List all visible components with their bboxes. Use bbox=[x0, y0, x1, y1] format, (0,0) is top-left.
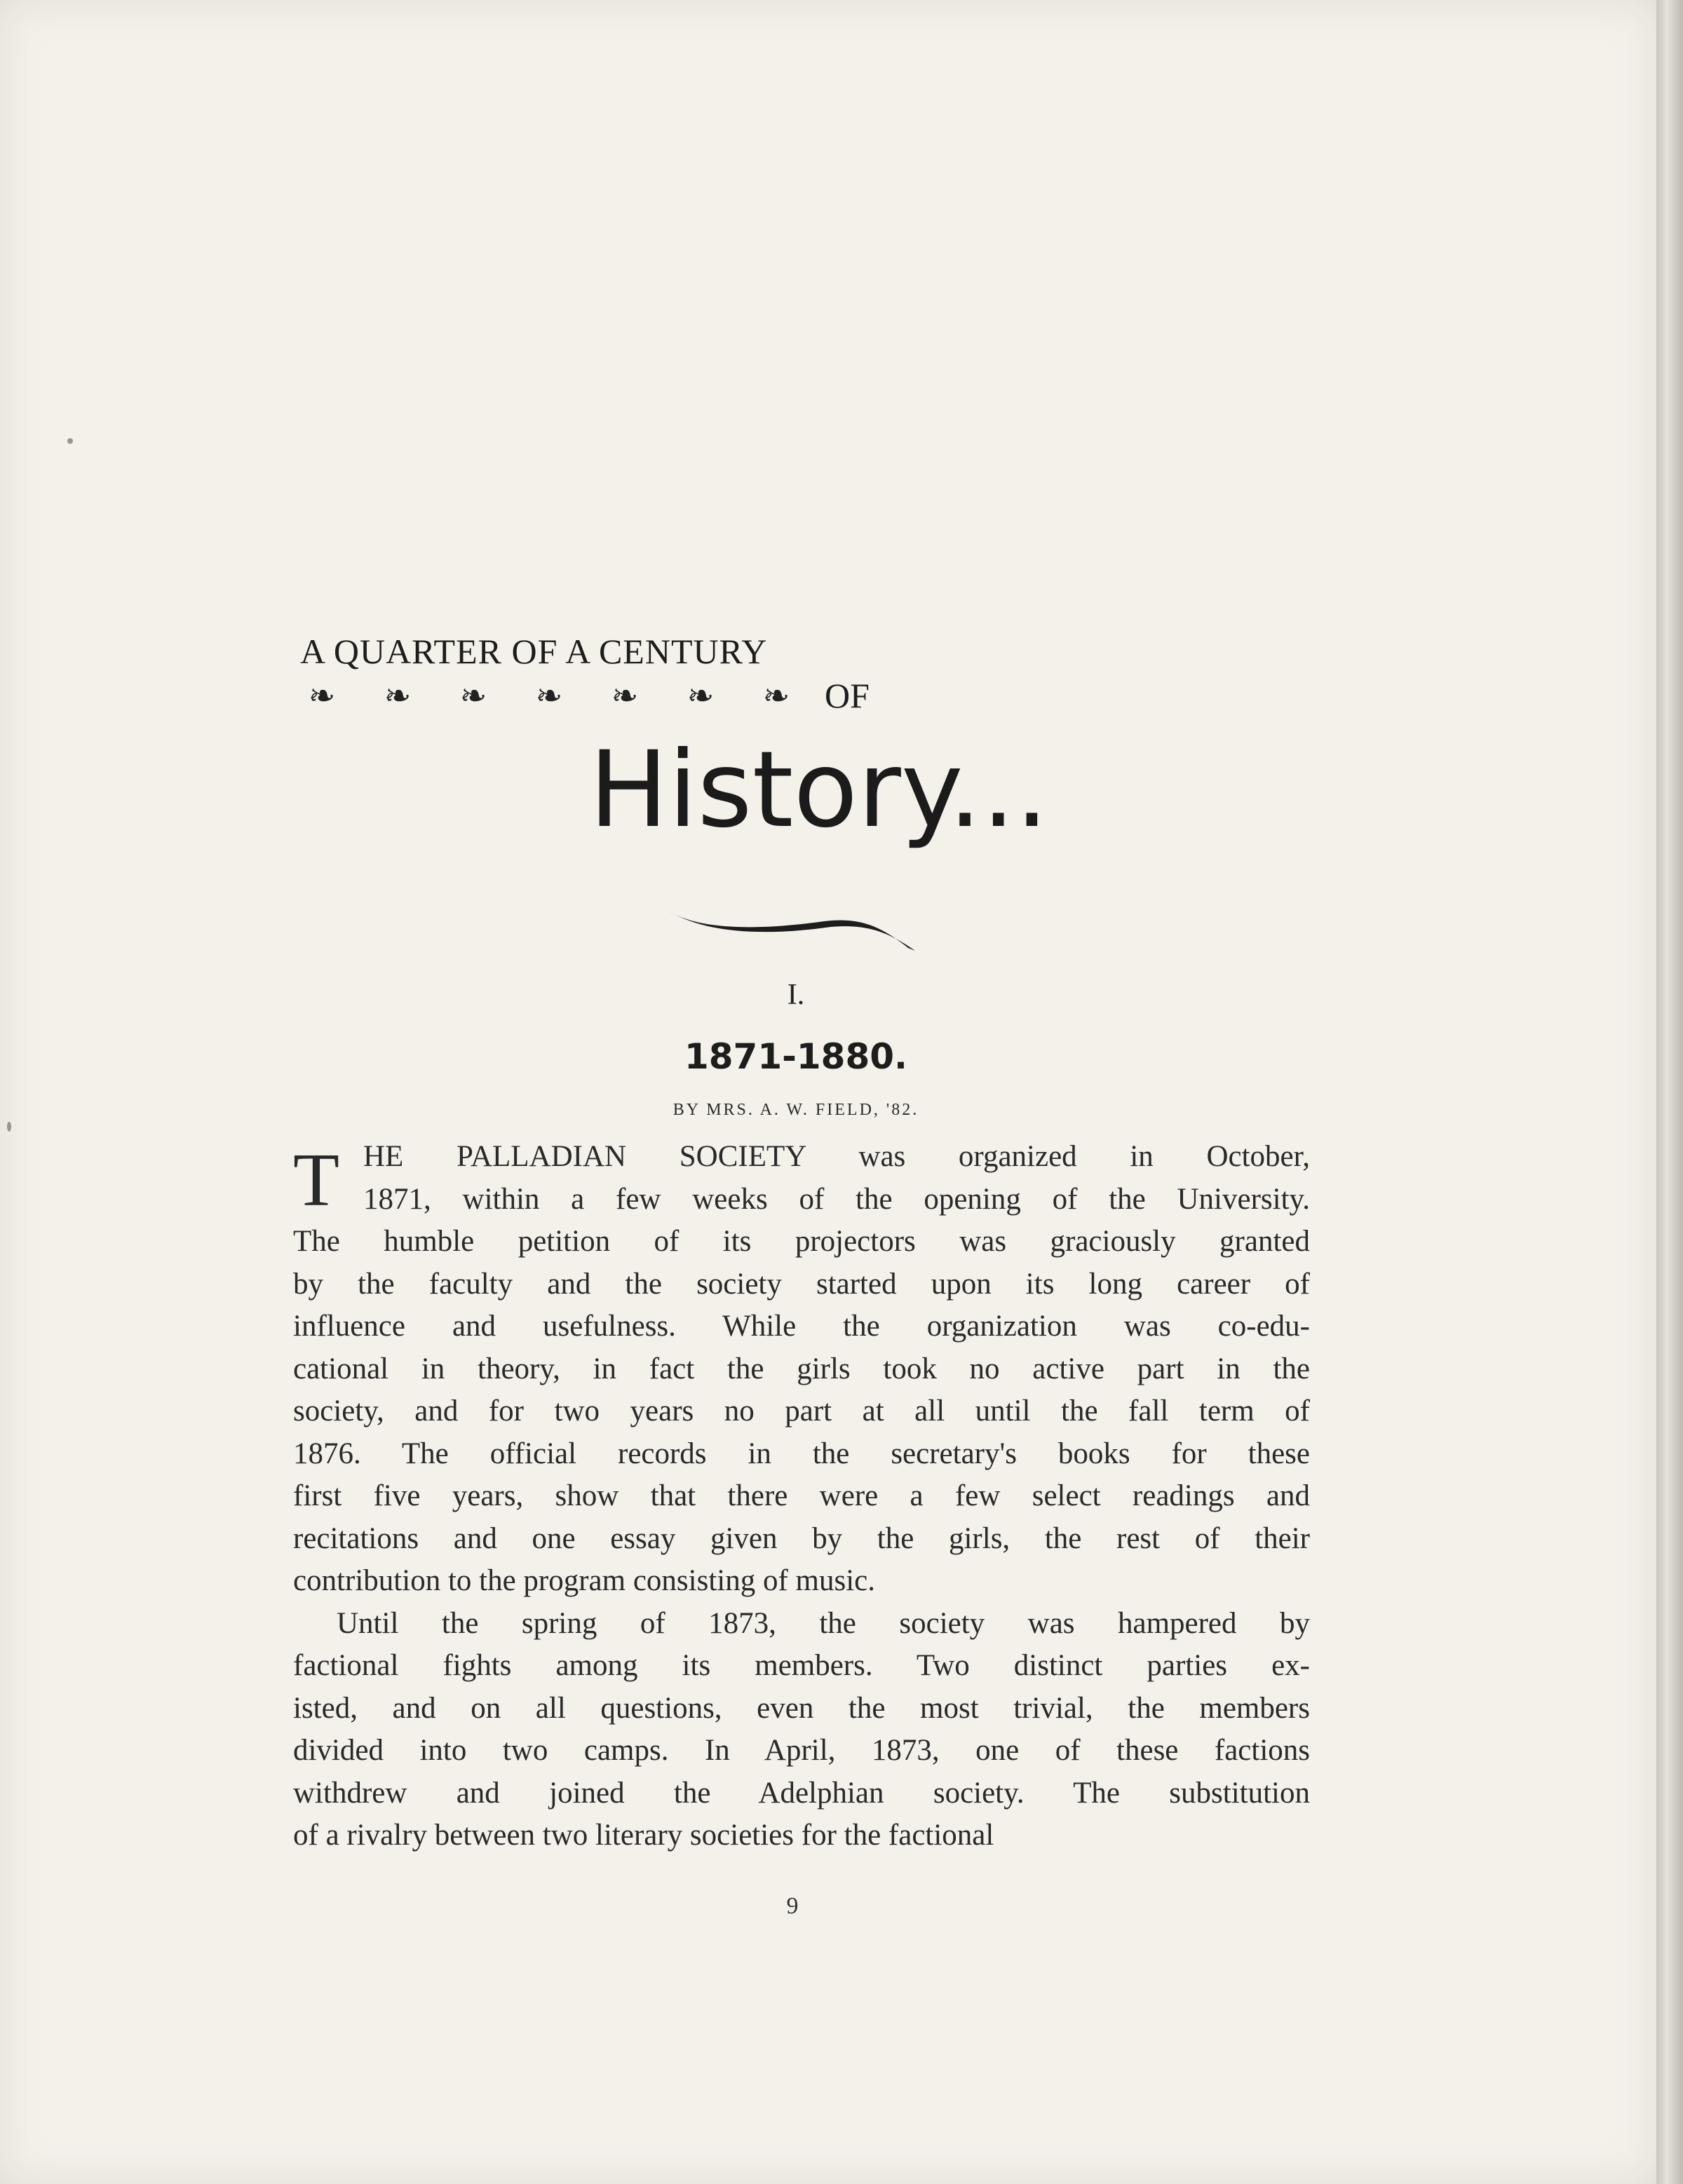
ornament-group bbox=[300, 679, 798, 712]
paper-speck bbox=[67, 438, 73, 444]
page-number: 9 bbox=[786, 1893, 799, 1919]
ornament-icon: ❧ bbox=[459, 677, 487, 714]
text-line: cational in theory, in fact the girls took no active part in the bbox=[293, 1352, 1310, 1385]
ornament-icon: ❧ bbox=[535, 677, 563, 714]
text-line: recitations and one essay given by the girls, the rest of their bbox=[293, 1521, 1310, 1555]
ornament-icon: ❧ bbox=[611, 677, 639, 714]
text-line: society, and for two years no part at all until the fall term of bbox=[293, 1395, 1310, 1427]
text-line: HE PALLADIAN SOCIETY was organized in October, bbox=[363, 1140, 1310, 1173]
text-line: contribution to the program consisting of music. bbox=[293, 1564, 876, 1597]
paper-speck bbox=[7, 1122, 11, 1132]
article-body bbox=[293, 1136, 1310, 1857]
text-line: first five years, show that there were a few select readings and bbox=[293, 1479, 1310, 1512]
ornament-icon: ❧ bbox=[384, 677, 412, 714]
ornament-icon: ❧ bbox=[762, 677, 790, 714]
text-line: withdrew and joined the Adelphian society. The substitution bbox=[293, 1776, 1310, 1810]
title-top-line: A QUARTER OF A CENTURY bbox=[300, 632, 768, 671]
paragraph-2 bbox=[293, 1603, 1310, 1857]
text-line: The humble petition of its projectors was graciously granted bbox=[293, 1225, 1310, 1258]
ornament-icon: ❧ bbox=[687, 677, 715, 714]
author-byline: BY MRS. A. W. FIELD, '82. bbox=[672, 1101, 919, 1119]
main-title: History... bbox=[589, 729, 1049, 851]
text-line: isted, and on all questions, even the most trivial, the members bbox=[293, 1691, 1310, 1725]
page-edge bbox=[1656, 0, 1683, 2184]
text-line: of a rivalry between two literary societies for the factional bbox=[293, 1819, 994, 1852]
text-line: Until the spring of 1873, the society was hampered by bbox=[337, 1606, 1310, 1640]
paragraph-1 bbox=[293, 1136, 1310, 1603]
title-of-word: OF bbox=[825, 676, 870, 715]
title-ornament-row bbox=[300, 674, 868, 717]
text-line: divided into two camps. In April, 1873, one of these factions bbox=[293, 1734, 1310, 1767]
section-years: 1871-1880. bbox=[684, 1036, 908, 1077]
section-numeral: I. bbox=[787, 979, 805, 1011]
drop-cap: T bbox=[293, 1139, 339, 1222]
text-line: 1876. The official records in the secretary's books for these bbox=[293, 1437, 1310, 1470]
text-line: influence and usefulness. While the organization was co-edu- bbox=[293, 1310, 1310, 1343]
decorative-swash bbox=[670, 897, 922, 954]
text-line: by the faculty and the society started upon its long career of bbox=[293, 1267, 1310, 1301]
text-line: factional fights among its members. Two distinct parties ex- bbox=[293, 1649, 1310, 1682]
ornament-icon: ❧ bbox=[308, 677, 336, 714]
text-line: 1871, within a few weeks of the opening of the University. bbox=[363, 1182, 1310, 1216]
